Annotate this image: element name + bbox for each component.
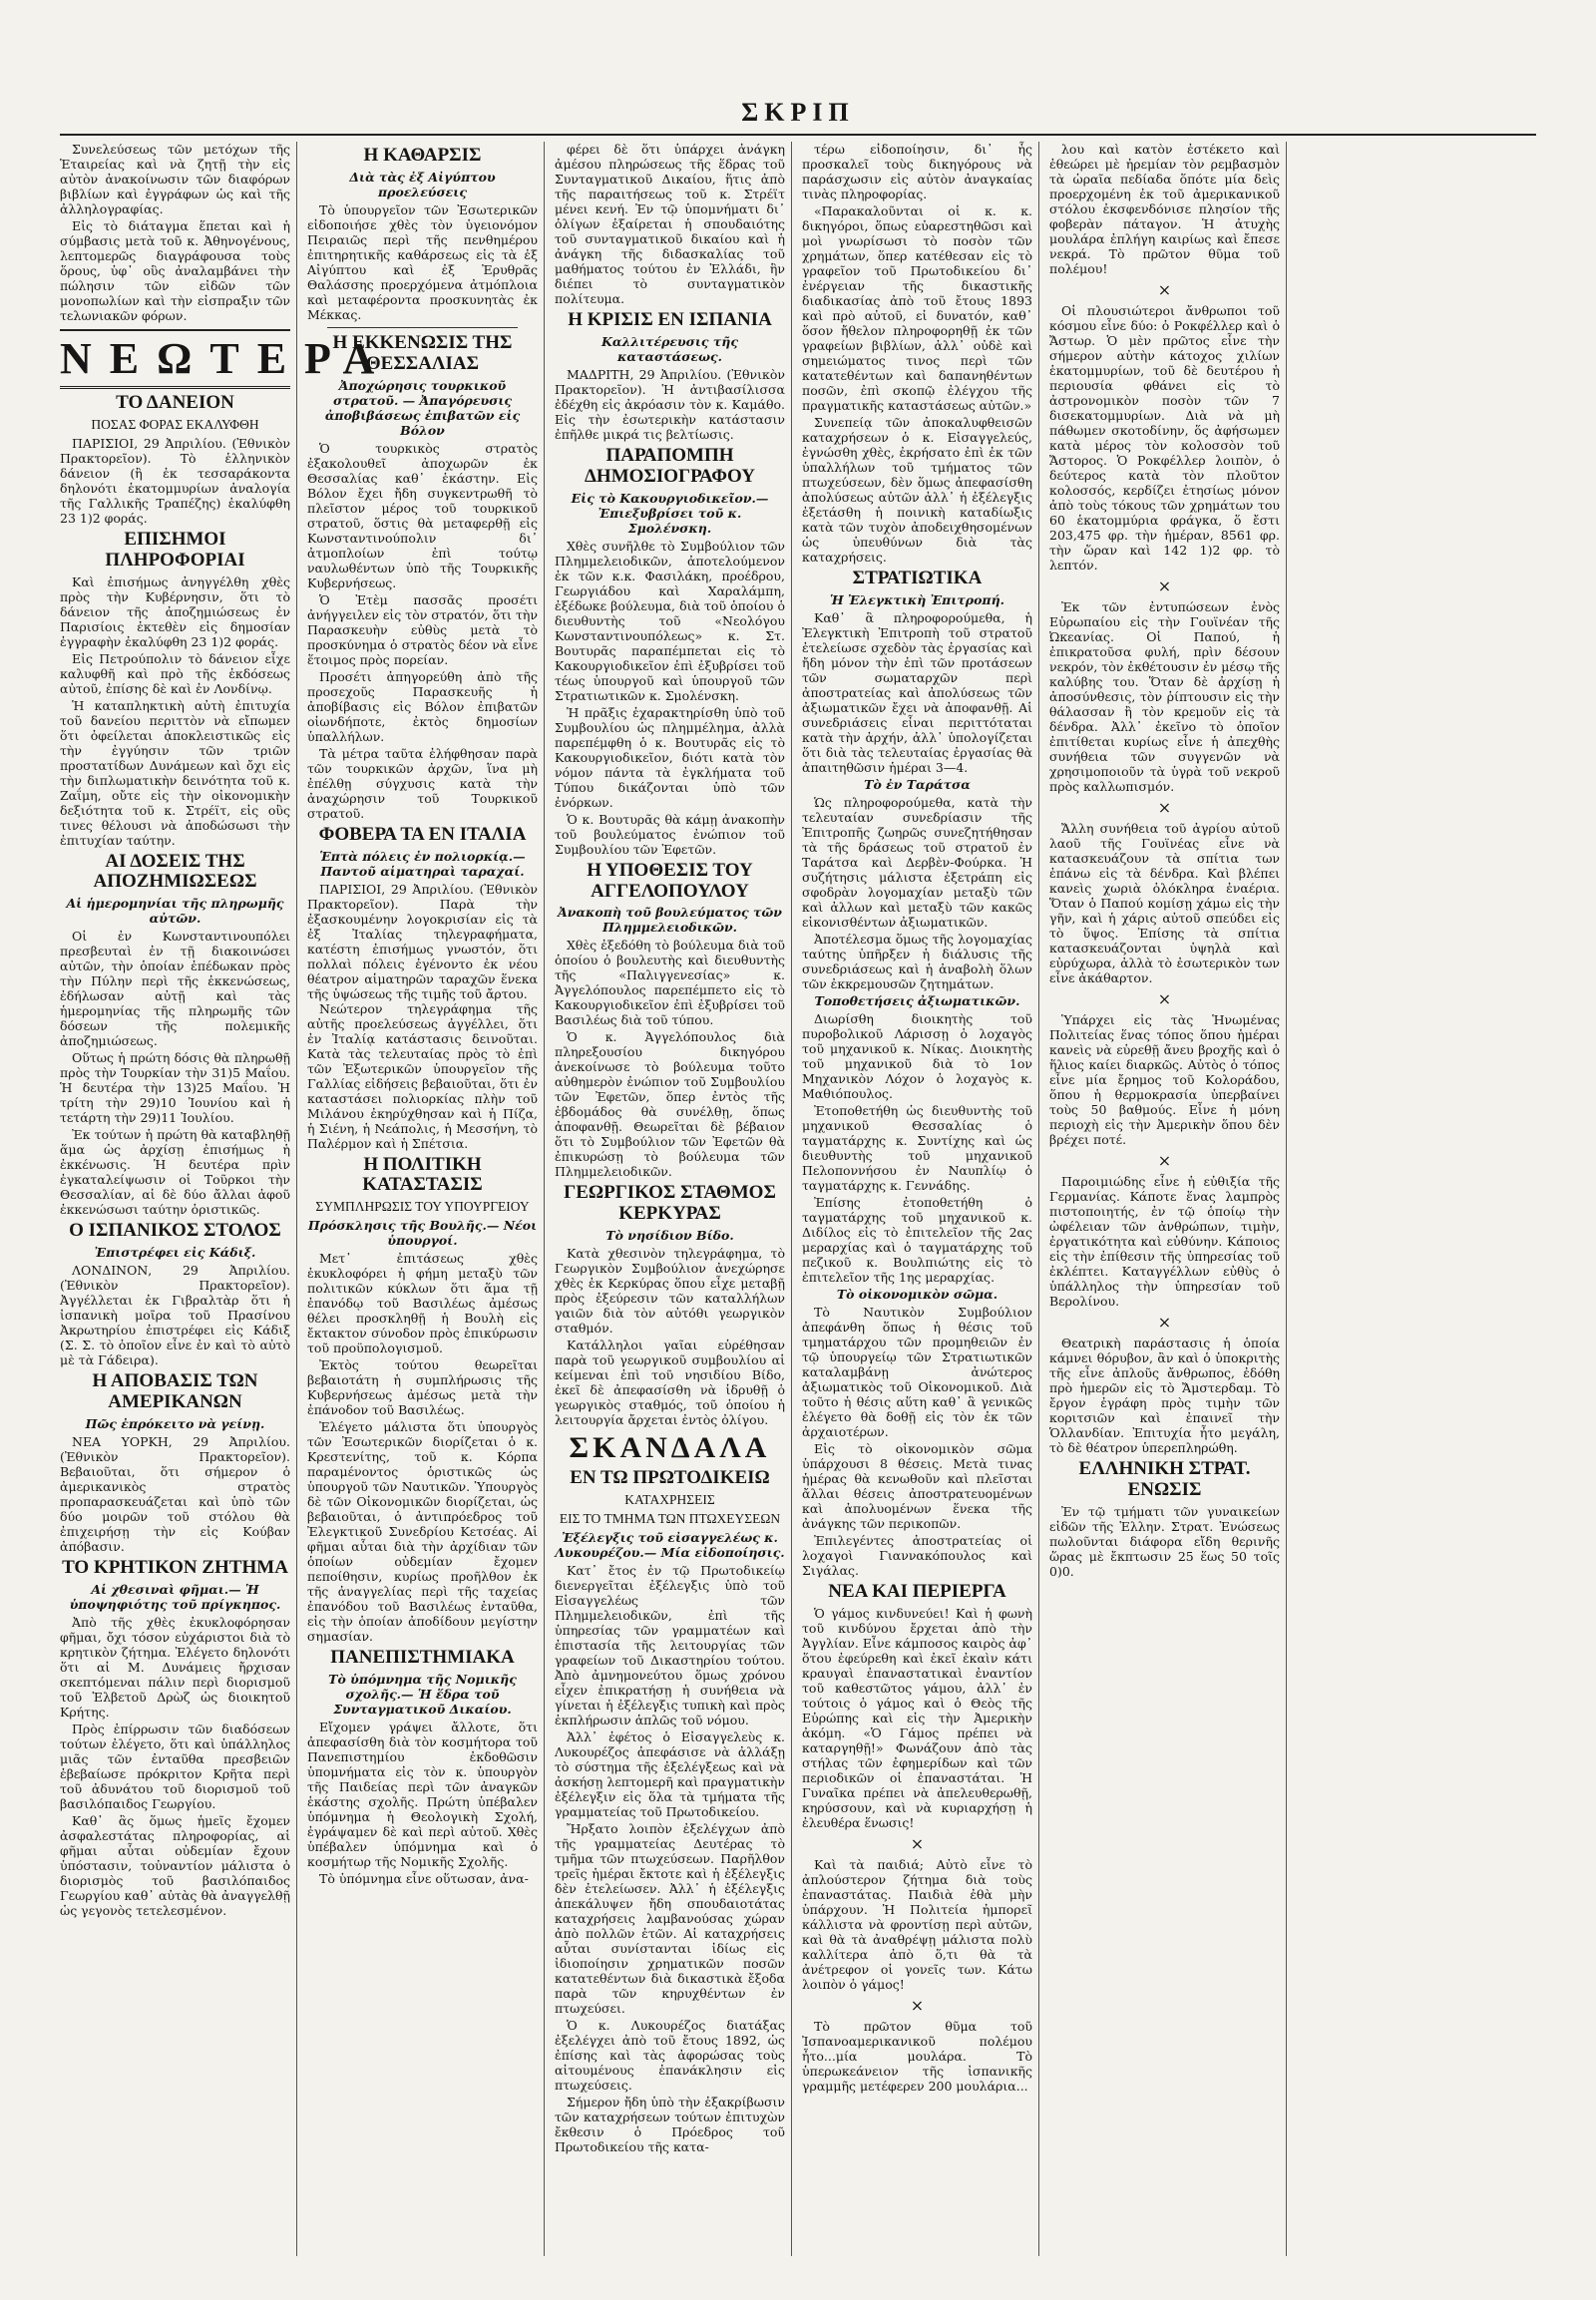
article-paragraph: Ἀλλ᾽ ἐφέτος ὁ Εἰσαγγελεὺς κ. Λυκουρέζος ἀπεφάσισε νὰ ἀλλάξῃ τὸ σύστημα τῆς ἐξελέγξεως καὶ νὰ ἀσκήσῃ λεπτομερῆ καὶ πραγματικὴν ἐξέλεγξιν εἰς ὅλα τὰ τμήματα τῆς γραμματείας τοῦ Πρωτοδικείου. [555, 1728, 785, 1819]
article-paragraph: Καθ᾽ ἃς ὅμως ἡμεῖς ἔχομεν ἀσφαλεστάτας πληροφορίας, αἱ φῆμαι αὗται οὐδεμίαν ἔχουν ὑπόστασιν, τοὐναντίον μάλιστα ὁ διορισμὸς τοῦ βασιλόπαιδος Γεωργίου καθ᾽ αὐτὰς θὰ ἀναγγελθῇ ὡς γεγονὸς τετελεσμένον. [60, 1812, 290, 1918]
article-paragraph: «Παρακαλοῦνται οἱ κ. κ. δικηγόροι, ὅπως εὐαρεστηθῶσι καὶ μοὶ γνωρίσωσι τὸ ποσὸν τῶν χρημάτων, ὅπερ κατέθεσαν εἰς τὸ γραφεῖον τοῦ Πρωτοδικείου δι᾽ ἐνέργειαν τῆς δικαστικῆς διαδικασίας ἀπὸ τοῦ ἔτους 1893 καὶ πρὸ αὐτοῦ, εἰ δυνατόν, καθ᾽ ὅσον ἤθελον πληροφορηθῇ ἐκ τῶν γραφείων βιβλίων, ἀλλ᾽ οὐδὲ καὶ σημειώματος τινος περὶ τῶν κατατεθέντων καὶ δαπανηθέντων ποσῶν, ἐπὶ σκοπῷ ἐλέγχου τῆς πραγματικῆς καταστάσεως αὐτῶν.» [802, 203, 1032, 413]
article-paragraph: Τὸ ὑπουργεῖον τῶν Ἐσωτερικῶν εἰδοποιήσε χθὲς τὸν ὑγειονόμον Πειραιῶς περὶ τῆς πενθημέρου ἐπιτηρητικῆς καθάρσεως εἰς τὰ ἐξ Αἰγύπτου καὶ ἐξ Ἐρυθρᾶς Θαλάσσης προερχόμενα ἀτμόπλοια καὶ μεταφέροντα προσκυνητὰς ἐκ Μέκκας. [307, 201, 538, 322]
article-paragraph: Ἐν τῷ τμήματι τῶν γυναικείων εἰδῶν τῆς Ἑλλην. Στρατ. Ἑνώσεως πωλοῦνται διάφορα εἴδη θερινῆς ὥρας μὲ ἔκπτωσιν 25 ἕως 50 τοῖς 0)0. [1049, 1503, 1280, 1579]
article-subheadline: ΣΥΜΠΛΗΡΩΣΙΣ ΤΟΥ ΥΠΟΥΡΓΕΙΟΥ [315, 1199, 530, 1215]
article-paragraph: Ὁ κ. Λυκουρέζος διατάξας ἐξελέγχει ἀπὸ τοῦ ἔτους 1892, ὡς ἐπίσης καὶ τὰς ἀφορώσας τοὺς αἰτουμένους ἐπανάκλησιν εἰς πτωχεύσεις. [555, 2017, 785, 2093]
item-separator: × [1157, 576, 1172, 595]
item-separator: × [1157, 798, 1172, 817]
article-deck: Αἱ ἡμερομηνίαι τῆς πληρωμῆς αὐτῶν. [66, 896, 284, 927]
article-paragraph: Τὸ πρῶτον θῦμα τοῦ Ἰσπανοαμερικανικοῦ πολέμου ἦτο...μία μουλάρα. Τὸ ὑπερωκεάνειον τῆς ἰσπανικῆς γραμμῆς μετέφερεν 200 μουλάρια... [802, 2018, 1032, 2094]
article-paragraph: Κατ᾽ ἔτος ἐν τῷ Πρωτοδικείῳ διενεργεῖται ἐξέλεγξις ὑπὸ τοῦ Εἰσαγγελέως τῶν Πλημμελειοδικῶν, ἐπὶ τῆς ὑπηρεσίας τῶν γραμματέων καὶ ἐπιστασία τῆς λειτουργίας τῶν γραφείων τοῦ Δικαστηρίου τούτου. Ἀπὸ ἀμνημονεύτου ὅμως χρόνου εἶχεν ἐπικρατήσῃ ἡ συνήθεια νὰ γίνεται ἡ ἐξέλεγξις τυπικὴ καὶ πρὸς ἐκπλήρωσιν ἁπλῶς τοῦ νόμου. [555, 1562, 785, 1727]
article-paragraph: Χθὲς ἐξεδόθη τὸ βούλευμα διὰ τοῦ ὁποίου ὁ βουλευτὴς καὶ διευθυντὴς τῆς «Παλιγγενεσίας» κ. Ἀγγελόπουλος παρεπέμπετο εἰς τὸ Κακουργιοδικεῖον ἐπὶ ἐξυβρίσει τοῦ Βασιλέως διὰ τοῦ τύπου. [555, 938, 785, 1028]
article-paragraph: λου καὶ κατὸν ἐστέκετο καὶ ἐθεώρει μὲ ἠρεμίαν τὸν ρεμβασμὸν τὰ ὡραῖα πεδίαδα ὅπότε μία δεὶς προερχομένη ἐκ τοῦ ἀμερικανικοῦ στόλου ἐκσφενδόνισε πλησίον τῆς φοβερὰν πάταγον. Ἡ ἀτυχὴς μουλάρα ἐπλήγη καιρίως καὶ ἔπεσε νεκρά. Τὸ πρῶτον θῦμα τοῦ πολέμου! [1049, 142, 1280, 276]
newspaper-page [60, 142, 1536, 2256]
article-paragraph: Ἐτοποθετήθη ὡς διευθυντὴς τοῦ μηχανικοῦ Θεσσαλίας ὁ ταγματάρχης κ. Συντίχης καὶ ὡς διευθυντὴς τοῦ μηχανικοῦ Πελοποννήσου ἐν Ναυπλίῳ ὁ ταγματάρχης κ. Γεννάδης. [802, 1102, 1032, 1193]
article-deck: Πρόσκλησις τῆς Βουλῆς.— Νέοι ὑπουργοί. [307, 1218, 538, 1249]
article-paragraph: Κατάλληλοι γαῖαι εὑρέθησαν παρὰ τοῦ γεωργικοῦ συμβουλίου αἱ κείμεναι ἐπὶ τοῦ νησιδίου Βίδο, ἐκεῖ δὲ ἀπεφασίσθη νὰ ἱδρυθῇ ὁ γεωργικὸς σταθμός, τοῦ ὁποίου ἡ λειτουργία ἄρχεται ἐντὸς ὀλίγου. [555, 1338, 785, 1428]
article-paragraph: Ὁ γάμος κινδυνεύει! Καὶ ἡ φωνὴ τοῦ κινδύνου ἔρχεται ἀπὸ τὴν Ἀγγλίαν. Εἶνε κάμποσος καιρὸς ἀφ᾽ ὅτου ἐφεύρεθη καὶ ἐκεῖ ἐκαὶν κάτι κραυγαὶ ἐπαναστατικαὶ ἐναντίον τοῦ καθεστῶτος γάμου, ἀλλ᾽ ἐν τούτοις ὁ γάμος καὶ ὁ Θεὸς τῆς Εὐρώπης καὶ εἰς τὴν Ἀμερικὴν ἀκόμη. «Ὁ Γάμος πρέπει νὰ καταργηθῇ!» Φωνάζουν ἀπὸ τὰς στήλας τῶν ἐφημερίδων καὶ τῶν περιοδικῶν οἱ ἐπαναστάται. Ἡ Γυναῖκα πρέπει νὰ ἀπελευθερωθῇ, κηρύσσουν, καὶ νὰ κυριαρχήσῃ ἡ ἐλευθέρα ἕνωσις! [802, 1605, 1032, 1830]
article-paragraph: φέρει δὲ ὅτι ὑπάρχει ἀνάγκη ἀμέσου πληρώσεως τῆς ἕδρας τοῦ Συνταγματικοῦ Δικαίου, ἥτις ἀπὸ τῆς παραιτήσεως τοῦ κ. Στρέϊτ μένει κενή. Ἐν τῷ ὑπομνήματι δι᾽ ὀλίγων ἐξαίρεται ἡ σπουδαιότης τοῦ συνταγματικοῦ δικαίου καὶ ἡ ἀνάγκη τῆς διδασκαλίας τοῦ μαθήματος τούτου ἐν Ἑλλάδι, ἣν διέπει τὸ συνταγματικὸν πολίτευμα. [555, 142, 785, 306]
article-headline: ΠΑΝΕΠΙΣΤΗΜΙΑΚΑ [330, 1647, 515, 1669]
item-separator: × [1157, 1151, 1172, 1170]
article-paragraph: Προσέτι ἀπηγορεύθη ἀπὸ τῆς προσεχοῦς Παρασκευῆς ἡ ἀποβίβασις εἰς Βόλον ἐπιβατῶν οἱωνδήποτε, ἐκτὸς δημοσίων ὑπαλλήλων. [307, 668, 538, 744]
article-paragraph: Πρὸς ἐπίρρωσιν τῶν διαδόσεων τούτων ἐλέγετο, ὅτι καὶ ὑπάλληλος μιᾶς τῶν ἐνταῦθα πρεσβειῶν ἐβεβαίωσε πρόκριτον Κρῆτα περὶ τοῦ ἀδυνάτου τοῦ διορισμοῦ τοῦ βασιλόπαιδος Γεωργίου. [60, 1721, 290, 1811]
article-paragraph: Εἰς Πετρούπολιν τὸ δάνειον εἶχε καλυφθῆ καὶ πρὸ τῆς ἐκδόσεως αὐτοῦ, ἐπίσης δὲ καὶ ἐν Λονδίνῳ. [60, 650, 290, 696]
article-headline: Η ΚΡΙΣΙΣ ΕΝ ΙΣΠΑΝΙΑ [568, 309, 772, 330]
article-paragraph: Ὁ κ. Ἀγγελόπουλος διὰ πληρεξουσίου δικηγόρου ἀνεκοίνωσε τὸ βούλευμα τοῦτο αὐθημερὸν ἐνώπιον τοῦ Συμβουλίου τῶν Ἐφετῶν, ὅπερ ἐντὸς τῆς ἑβδομάδος θὰ συνέλθῃ, ὅπως ἀποφανθῇ. Θεωρεῖται δὲ βέβαιον ὅτι τὸ Συμβούλιον τῶν Ἐφετῶν θὰ ἐπικυρώσῃ τὸ βούλευμα τῶν Πλημμελειοδικῶν. [555, 1029, 785, 1180]
article-paragraph: Ὁ τουρκικὸς στρατὸς ἐξακολουθεῖ ἀποχωρῶν ἐκ Θεσσαλίας καθ᾽ ἑκάστην. Εἰς Βόλον ἔχει ἤδη συγκεντρωθῆ τὸ πλεῖστον μέρος τοῦ τουρκικοῦ στρατοῦ, ὅστις θὰ μεταφερθῇ εἰς Κωνσταντινούπολιν δι᾽ ἀτμοπλοίων ἐπὶ τούτῳ ναυλωθέντων ὑπὸ τῆς Τουρκικῆς Κυβερνήσεως. [307, 440, 538, 590]
article-subheadline: ΠΟΣΑΣ ΦΟΡΑΣ ΕΚΑΛΥΦΘΗ [91, 416, 259, 432]
article-paragraph: Τὸ ὑπόμνημα εἶνε οὕτωσαν, ἀνα- [319, 1871, 529, 1887]
article-dateline: ΝΕΑ ΥΟΡΚΗ, 29 Ἀπριλίου. (Ἐθνικὸν Πρακτορεῖον). Βεβαιοῦται, ὅτι σήμερον ὁ ἀμερικανικὸς στρατὸς προπαρασκευάζεται καὶ ὑπὸ τῶν δύο μοιρῶν τοῦ στόλου θὰ ἐπιχειρήσῃ τὴν εἰς Κούβαν ἀπόβασιν. [60, 1433, 290, 1554]
section-banner-scandals: ΣΚΑΝΔΑΛΑ [569, 1431, 771, 1465]
article-deck: Τὸ νησίδιον Βίδο. [605, 1228, 734, 1244]
article-headline: ΤΟ ΔΑΝΕΙΟΝ [116, 392, 234, 413]
item-separator: × [1157, 280, 1172, 299]
article-paragraph: Νεώτερον τηλεγράφημα τῆς αὐτῆς προελεύσεως ἀγγέλλει, ὅτι ἐν Ἰταλίᾳ κατάστασις δεινοῦται. Κατὰ τὰς τελευταίας πρὸς τὸ ἐπὶ τῶν Ἐξωτερικῶν ὑπουργεῖον τῆς Γαλλίας εἰδήσεις βεβαιοῦται, ὅτι ἐν καταστάσει πολιορκίας πλὴν τοῦ Μιλάνου ἐκηρύχθησαν καὶ ἡ Πίζα, ἡ Σιένη, ἡ Νεάπολις, ἡ Μεσσήνη, τὸ Παλέρμον καὶ ἡ Σπέτσια. [307, 1000, 538, 1151]
article-paragraph: Οἱ ἐν Κωνσταντινουπόλει πρεσβευταὶ ἐν τῇ διακοινώσει αὐτῶν, τὴν ὁποίαν ἐπέδωκαν πρὸς τὴν Πύλην περὶ τῆς ἐκκενώσεως, ἐδήλωσαν αὐτῇ καὶ τὰς ἡμερομηνίας τῆς πληρωμῆς τῶν δόσεων τῆς πολεμικῆς ἀποζημιώσεως. [60, 929, 290, 1049]
article-paragraph: Ἤρξατο λοιπὸν ἐξελέγχων ἀπὸ τῆς γραμματείας Δευτέρας τὸ τμῆμα τῶν πτωχεύσεων. Παρῆλθον τρεῖς ἡμέραι ἔκτοτε καὶ ἡ ἐξέλεγξις δὲν ἐτελείωσεν. Ἀλλ᾽ ἡ ἐξέλεγξις ἀπεκάλυψεν ἤδη σπουδαιοτάτας καταχρήσεις λαμβανούσας χώραν ἀπὸ πολλῶν ἐτῶν. Αἱ καταχρήσεις αὗται συνίστανται ἰδίως εἰς ἰδιοποίησιν χρηματικῶν ποσῶν κατατεθέντων διὰ δικαστικὰ ἔξοδα παρὰ τῶν κηρυχθέντων ἐν πτωχεύσει. [555, 1820, 785, 2016]
article-paragraph: Οὕτως ἡ πρώτη δόσις θὰ πληρωθῇ πρὸς τὴν Τουρκίαν τὴν 31)5 Μαΐου. Ἡ δευτέρα τὴν 13)25 Μαΐου. Ἡ τρίτη τὴν 29)10 Ἰουνίου καὶ ἡ τετάρτη τὴν 29)11 Ἰουλίου. [60, 1050, 290, 1126]
article-paragraph: Τὰ μέτρα ταῦτα ἐλήφθησαν παρὰ τῶν τουρκικῶν ἀρχῶν, ἵνα μὴ ἐπέλθῃ σύγχυσις κατὰ τὴν ἀναχώρησιν τοῦ Τουρκικοῦ στρατοῦ. [307, 745, 538, 821]
article-paragraph: Σήμερον ἤδη ὑπὸ τὴν ἐξακρίβωσιν τῶν καταχρήσεων τούτων ἐπιτυχὼν ἔκθεσιν ὁ Πρόεδρος τοῦ Πρωτοδικείου τῆς κατα- [555, 2094, 785, 2154]
article-paragraph: Ὁ Ἐτὲμ πασσᾶς προσέτι ἀνήγγειλεν εἰς τὸν στρατόν, ὅτι τὴν Παρασκευὴν εὐθὺς μετὰ τὸ προσκύνημα ὁ στρατὸς δέον νὰ εἶνε ἕτοιμος πρὸς πορείαν. [307, 591, 538, 667]
article-paragraph: Ἐκ τῶν ἐντυπώσεων ἑνὸς Εὐρωπαίου εἰς τὴν Γουϊνέαν τῆς Ὠκεανίας. Οἱ Παπού, ἡ ἐπικρατοῦσα φυλή, πρὶν δέσουν νεκρόν, τὸν ἐκθέτουσιν ἐν μέσῳ τῆς καλύβης του. Ὅταν δὲ ἀρχίσῃ ἡ ἀποσύνθεσις, τὸν ῥίπτουσιν εἰς τὴν θάλασσαν ἢ τὸν κρεμοῦν εἰς τὰ δένδρα. Ἀλλ᾽ ἐκεῖνο τὸ ὁποῖον ἐπιτίθεται κυρίως εἶνε ἡ ἀπεχθὴς συνήθεια τῶν συγγενῶν νὰ χρησιμοποιοῦν τὰ ὑγρὰ τοῦ νεκροῦ πρὸς καλλωπισμόν. [1049, 599, 1280, 794]
column-1 [60, 142, 393, 2256]
article-deck: Τὸ ὑπόμνημα τῆς Νομικῆς σχολῆς.— Ἡ ἕδρα τοῦ Συνταγματικοῦ Δικαίου. [328, 1672, 517, 1718]
article-paragraph: Οἱ πλουσιώτεροι ἄνθρωποι τοῦ κόσμου εἶνε δύο: ὁ Ροκφέλλερ καὶ ὁ Ἄστωρ. Ὁ μὲν πρῶτος εἶνε τὴν σήμερον αὐτὴν κάτοχος χιλίων ἑκατομμυρίων, τοῦ δὲ δευτέρου ἡ περιουσία φθάνει εἰς τὸ ἀστρονομικὸν ποσὸν τῶν 7 δισεκατομμυρίων. Διὰ νὰ μὴ πάθωμεν σκοτοδίνην, ὅς ἀφήσωμεν κατὰ μέρος τὸν κολοσσὸν τοῦ Ἄστορος. Ὁ Ροκφέλλερ λοιπὸν, ὁ δεύτερος κατὰ τὸν πλοῦτον κολοσσός, κερδίζει ἐτησίως μόνον ἀπὸ τοὺς τόκους τῶν χρημάτων του 60 ἑκατομμύρια φράγκα, ὅ ἔστι 203,475 φρ. τὴν ἡμέραν, 8561 φρ. τὴν ὥραν καὶ 142 1)2 φρ. τὸ λεπτόν. [1049, 303, 1280, 573]
article-paragraph: Ἐπιλεγέντες ἀποστρατείας οἱ λοχαγοὶ Γιαννακόπουλος καὶ Σιγάλας. [802, 1532, 1032, 1578]
column-4 [802, 142, 1039, 2256]
article-deck: Τὸ οἰκονομικὸν σῶμα. [836, 1286, 998, 1302]
article-deck: Αἱ χθεσιναὶ φῆμαι.— Ἡ ὑποψηφιότης τοῦ πρίγκηπος. [69, 1581, 281, 1612]
article-paragraph: Ἀπὸ τῆς χθὲς ἐκυκλοφόρησαν φῆμαι, ὄχι τόσον εὐχάριστοι διὰ τὸ κρητικὸν ζήτημα. Ἐλέγετο δηλονότι ὅτι αἱ Μ. Δυνάμεις ἤρχισαν σκεπτόμεναι πάλιν περὶ διορισμοῦ τοῦ Ἑλβετοῦ Δρὼζ ὡς διοικητοῦ Κρήτης. [60, 1614, 290, 1720]
item-separator: × [910, 1995, 925, 2015]
article-paragraph: Ἐλέγετο μάλιστα ὅτι ὑπουργὸς τῶν Ἐσωτερικῶν διορίζεται ὁ κ. Κρεστενίτης, τοῦ κ. Κόρπα παραμένοντος ὁριστικῶς ὡς ὑπουργοῦ τῶν Ναυτικῶν. Ὑπουργὸς δὲ τῶν Οἰκονομικῶν διορίζεται, ὡς βεβαιοῦται, ὁ ἀντιπρόεδρος τοῦ Ἐλεγκτικοῦ Συνεδρίου Κετσέας. Αἱ φῆμαι αὗται διὰ τὴν ἀρχίδιαν τῶν ὁποίων οὐδεμίαν ἔχομεν πεποίθησιν, κυρίως προῆλθον ἐκ τῆς ἀναγγελίας περὶ τῆς ταχείας ἐπανόδου τοῦ Βασιλέως ἐνταῦθα, εἰς τὴν ὁποίαν ἀποδίδουν μεγίστην σημασίαν. [307, 1419, 538, 1645]
article-paragraph: Παροιμιώδης εἶνε ἡ εὐθιξία τῆς Γερμανίας. Κάποτε ἕνας λαμπρὸς πιστοποιητής, ἐν τῷ ὁποίῳ τὴν ὠφέλειαν τῶν ἀνθρώπων, τιμὴν, ἐργατικότητα καὶ εὐθύνην. Κάποιος εἰς τὴν ἐπίθεσιν τῆς ὑπηρεσίας τοῦ ἐκλέπτει. Καταγγέλλων εὐθὺς ὁ ὑπάλληλος τὴν ὑπηρεσίαν τοῦ Βερολίνου. [1049, 1174, 1280, 1309]
article-headline: ΝΕΑ ΚΑΙ ΠΕΡΙΕΡΓΑ [828, 1580, 1006, 1602]
column-2 [307, 142, 545, 2256]
article-headline: ΣΤΡΑΤΙΩΤΙΚΑ [852, 568, 983, 588]
article-paragraph: Χθὲς συνῆλθε τὸ Συμβούλιον τῶν Πλημμελειοδικῶν, ἀποτελούμενον ἐκ τῶν κ.κ. Φασιλάκη, προέδρου, Γεωργιάδου καὶ Χαραλάμπη, ἐξέδωκε βούλευμα, διὰ τοῦ ὁποίου ὁ διευθυντὴς τοῦ «Νεολόγου Κωνσταντινουπόλεως» κ. Στ. Βουτυρᾶς παραπέμπεται εἰς τὸ Κακουργιοδικεῖον ἐπὶ ἐξυβρίσει τοῦ τέως ὑπουργοῦ καὶ ὑπουργοῦ τῶν Στρατιωτικῶν κ. Σμολένσκη. [555, 538, 785, 703]
article-headline: Η ΑΠΟΒΑΣΙΣ ΤΩΝ ΑΜΕΡΙΚΑΝΩΝ [92, 1370, 258, 1413]
article-headline: ΤΟ ΚΡΗΤΙΚΟΝ ΖΗΤΗΜΑ [62, 1556, 288, 1578]
article-paragraph: Ὁ κ. Βουτυρᾶς θὰ κάμῃ ἀνακοπὴν τοῦ βουλεύματος ἐνώπιον τοῦ Συμβουλίου τῶν Ἐφετῶν. [555, 811, 785, 857]
article-deck: Ἡ Ἐλεγκτικὴ Ἐπιτροπή. [829, 591, 1005, 607]
article-headline: ΦΟΒΕΡΑ ΤΑ ΕΝ ΙΤΑΛΙΑ [318, 823, 527, 845]
article-headline: Η ΠΟΛΙΤΙΚΗ ΚΑΤΑΣΤΑΣΙΣ [362, 1153, 483, 1196]
article-deck: Ἀποχώρησις τουρκικοῦ στρατοῦ. — Ἀπαγόρευσις ἀποβιβάσεως ἐπιβατῶν εἰς Βόλον [324, 377, 521, 438]
article-headline: ΠΑΡΑΠΟΜΠΗ ΔΗΜΟΣΙΟΓΡΑΦΟΥ [585, 444, 755, 487]
article-deck: Τοποθετήσεις ἀξιωματικῶν. [814, 992, 1020, 1008]
article-paragraph: Διωρίσθη διοικητὴς τοῦ πυροβολικοῦ Λάρισσῃ ὁ λοχαγὸς τοῦ μηχανικοῦ κ. Νίκας. Διοικητὴς τοῦ μηχανικοῦ διὰ τὸ 1ον Μηχανικὸν Λόχον ὁ λοχαγὸς κ. Μαθιόπουλος. [802, 1010, 1032, 1101]
column-5 [1049, 142, 1287, 2256]
column-6 [1297, 142, 1534, 2256]
article-headline: ΕΠΙΣΗΜΟΙ ΠΛΗΡΟΦΟΡΙΑΙ [105, 528, 245, 571]
article-deck: Πῶς ἐπρόκειτο νὰ γείνῃ. [85, 1415, 265, 1431]
article-deck: Ἐξέλεγξις τοῦ εἰσαγγελέως κ. Λυκουρέζου.— Μία εἰδοποίησις. [555, 1529, 785, 1560]
article-paragraph: Συνεπείᾳ τῶν ἀποκαλυφθεισῶν καταχρήσεων ὁ κ. Εἰσαγγελεύς, ἐγνώσθη χθὲς, ἐκρήσατο ἐπὶ ἐκ τῶν ὑπαλλήλων τοῦ τμήματος τῶν πτωχεύσεων, δὲν ὅμως ἀπεφασίσθη ἀπολύσεως αὐτῶν ἀλλ᾽ ἡ ἐξέλεγξις ἐξετάσθη ἡ ποινικὴ καταδίωξις κατὰ τῶν τυχὸν ἀποδειχθησομένων ὡς ὑπευθύνων διὰ τὰς καταχρήσεις. [802, 415, 1032, 565]
article-paragraph: Τὸ Ναυτικὸν Συμβούλιον ἀπεφάνθη ὅπως ἡ θέσις τοῦ τμηματάρχου τῶν προμηθειῶν ἐν τῷ ὑπουργείῳ τῶν Στρατιωτικῶν καταλαμβάνῃ ἀνώτερος ἀξιωματικὸς τοῦ Οἰκονομικοῦ. Διὰ τοῦτο ἡ θέσις αὕτη καθ᾽ ἃ γενικῶς ἐλέγετο θὰ δοθῇ εἰς τὸν ἐκ τῶν ἀρχαιοτέρων. [802, 1304, 1032, 1439]
article-headline: ΕΛΛΗΝΙΚΗ ΣΤΡΑΤ. ΕΝΩΣΙΣ [1078, 1458, 1251, 1500]
article-paragraph: Ἡ καταπληκτικὴ αὐτὴ ἐπιτυχία τοῦ δανείου περιττὸν νὰ εἴπωμεν ὅτι ὀφείλεται ἀποκλειστικῶς εἰς τὴν ἐγγύησιν τῶν τριῶν προστατίδων Δυνάμεων καὶ ὄχι εἰς τὴν διπλωματικὴν δεινότητα τοῦ κ. Ζαΐμη, οὔτε εἰς τὴν οἰκονομικὴν δεξιότητα τοῦ κ. Στρέϊτ, εἰς οὓς τινες θέλουσι νὰ ἀποδώσωσι τὴν ἐπιτυχίαν ταύτην. [60, 697, 290, 848]
article-deck: Ἀνακοπὴ τοῦ βουλεύματος τῶν Πλημμελειοδικῶν. [558, 905, 782, 936]
article-headline: Η ΥΠΟΘΕΣΙΣ ΤΟΥ ΑΓΓΕΛΟΠΟΥΛΟΥ [587, 859, 753, 902]
article-subheadline: ΕΙΣ ΤΟ ΤΜΗΜΑ ΤΩΝ ΠΤΩΧΕΥΣΕΩΝ [559, 1510, 781, 1526]
article-deck: Διὰ τὰς ἐξ Αἰγύπτου προελεύσεις [349, 169, 496, 199]
article-deck: Εἰς τὸ Κακουργιοδικεῖον.— Ἐπιεξυβρίσει τοῦ κ. Σμολένσκη. [571, 490, 769, 536]
article-deck: Καλλιτέρευσις τῆς καταστάσεως. [601, 333, 738, 364]
article-headline: Ο ΙΣΠΑΝΙΚΟΣ ΣΤΟΛΟΣ [69, 1220, 281, 1242]
article-paragraph: Ἐκτὸς τούτου θεωρεῖται βεβαιοτάτη ἡ συμπλήρωσις τῆς Κυβερνήσεως ἀμέσως μετὰ τὴν ἐπάνοδον τοῦ Βασιλέως. [307, 1357, 538, 1418]
item-separator: × [1157, 989, 1172, 1008]
article-paragraph: Ἄλλη συνήθεια τοῦ ἀγρίου αὐτοῦ λαοῦ τῆς Γουϊνέας εἶνε νὰ κατασκευάζουν τὰ σπίτια των ἐπάνω εἰς τὰ δένδρα. Καὶ βλέπει κανεὶς χωριὰ ὁλόκληρα ἐναέρια. Ὅταν ὁ Παπού κομίσῃ χάμω εἰς τὴν γῆν, καὶ ἡ χάρις αὐτοῦ σπεύδει εἰς τὸ ὕψος. Ἐπίσης τὰ σπίτια κατασκευάζονται ὑψηλὰ καὶ εὐρύχωρα, ἀλλὰ τὸ ἐσωτερικὸν των εἶνε ἀκάθαρτον. [1049, 821, 1280, 985]
article-deck: Τὸ ἐν Ταράτσα [864, 776, 971, 792]
article-paragraph: Κατὰ χθεσινὸν τηλεγράφημα, τὸ Γεωργικὸν Συμβούλιον ἀνεχώρησε χθὲς ἐκ Κερκύρας ὅπου εἶχε μεταβῇ πρὸς ἐξεύρεσιν τῶν καταλλήλων γαιῶν διὰ τὸν αὐτόθι γεωργικὸν σταθμόν. [555, 1246, 785, 1337]
article-dateline: ΠΑΡΙΣΙΟΙ, 29 Ἀπριλίου. (Ἐθνικὸν Πρακτορεῖον). Παρὰ τὴν ἐξασκουμένην λογοκρισίαν εἰς τὰ ἐξ Ἰταλίας τηλεγραφήματα, κατέστη ἐπισήμως γνωστόν, ὅτι πολλαὶ πόλεις ἐγένοντο ἐκ νέου θέατρον αἱματηρῶν ταραχῶν ἕνεκα τῆς ὑψώσεως τῆς τιμῆς τοῦ ἄρτου. [307, 881, 538, 1001]
article-paragraph: Εἰς τὸ διάταγμα ἕπεται καὶ ἡ σύμβασις μετὰ τοῦ κ. Ἀθηνογένους, λεπτομερῶς διαγράφουσα τοὺς ὅρους, ὑφ᾽ οὓς ἀναλαμβάνει τὴν πώλησιν τῶν εἰδῶν τῶν μονοπωλίων καὶ τὴν εἰσπραξιν τῶν τελωνιακῶν φόρων. [60, 218, 290, 323]
article-paragraph: Εἴχομεν γράψει ἄλλοτε, ὅτι ἀπεφασίσθη διὰ τὸν κοσμήτορα τοῦ Πανεπιστημίου ἐκδοθῶσιν ὑπομνήματα εἰς τὸν κ. ὑπουργὸν τῆς Παιδείας περὶ τῶν ἀναγκῶν ἑκάστης σχολῆς. Πρώτη ὑπέβαλεν ὑπόμνημα ἡ Θεολογικὴ Σχολή, ἐγράψαμεν δὲ καὶ περὶ αὐτοῦ. Χθὲς ὑπέβαλεν ὑπόμνημα καὶ ὁ κοσμήτωρ τῆς Νομικῆς Σχολῆς. [307, 1720, 538, 1870]
article-dateline: ΜΑΔΡΙΤΗ, 29 Ἀπριλίου. (Ἐθνικὸν Πρακτορεῖον). Ἡ ἀντιβασίλισσα ἐδέχθη εἰς ἀκρόασιν τὸν κ. Καμάθο. Εἰς τὴν ἐσωτερικὴν κατάστασιν ἐπῆλθε μικρά τις βελτίωσις. [555, 366, 785, 442]
article-subheadline: ΚΑΤΑΧΡΗΣΕΙΣ [624, 1492, 715, 1508]
item-separator: × [910, 1833, 925, 1853]
article-paragraph: Ὑπάρχει εἰς τὰς Ἡνωμένας Πολιτείας ἕνας τόπος ὅπου ἡμέραι κανεὶς νὰ εὑρεθῇ ἄνευ βροχῆς καὶ ὁ ἥλιος καίει διαρκῶς. Αὐτὸς ὁ τόπος εἶνε μία ἔρημος τοῦ Κολοράδου, ὅπου ἡ θερμοκρασία ὑπερβαίνει τοὺς 50 βαθμούς. Εἶνε ἡ μόνη περιοχὴ εἰς τὴν Ἀμερικὴν ὅπου δὲν βρέχει ποτέ. [1049, 1012, 1280, 1147]
section-banner-latest: ΝΕΩΤΕΡΑ [60, 329, 290, 389]
article-headline: ΑΙ ΔΟΣΕΙΣ ΤΗΣ ΑΠΟΖΗΜΙΩΣΕΩΣ [93, 850, 257, 893]
article-paragraph: Εἰς τὸ οἰκονομικὸν σῶμα ὑπάρχουσι 8 θέσεις. Μετὰ τινας ἡμέρας θὰ κενωθοῦν καὶ πλεῖσται ἄλλαι θέσεις ἀποστρατευομένων καὶ ἀπολυομένων ἕνεκα τῆς ἀνάγκης τῶν περικοπῶν. [802, 1440, 1032, 1531]
article-headline: ΕΝ ΤΩ ΠΡΩΤΟΔΙΚΕΙΩ [570, 1467, 770, 1489]
article-paragraph: Ἐκ τούτων ἡ πρώτη θὰ καταβληθῇ ἅμα ὡς ἀρχίσῃ ἐπισήμως ἡ ἐκκένωσις. Ἡ δευτέρα πρὶν ἐγκαταλείψωσιν οἱ Τοῦρκοι τὴν Θεσσαλίαν, αἱ δὲ δύο ἄλλαι ἀφοῦ ἐκκενώσωσι ταύτην ὁριστικῶς. [60, 1127, 290, 1218]
article-deck: Ἑπτὰ πόλεις ἐν πολιορκίᾳ.— Παντοῦ αἱματηραὶ ταραχαί. [319, 848, 526, 879]
article-dateline: ΠΑΡΙΣΙΟΙ, 29 Ἀπριλίου. (Ἐθνικὸν Πρακτορεῖον). Τὸ ἑλληνικὸν δάνειον (ἢ ἐκ τεσσαράκοντα δηλονότι ἑκατομμυρίων ἀναλογία τῆς Γαλλικῆς Τραπέζης) ἐκαλύφθη 23 1)2 φοράς. [60, 435, 290, 526]
divider [327, 327, 518, 328]
article-paragraph: Μετ᾽ ἐπιτάσεως χθὲς ἐκυκλοφόρει ἡ φήμη μεταξὺ τῶν πολιτικῶν κύκλων ὅτι ἅμα τῇ ἐπανόδῳ τοῦ Βασιλέως ἀμέσως θέλει προσκληθῇ ἡ Βουλὴ εἰς ἔκτακτον σύνοδον πρὸς ἐπικύρωσιν τοῦ προϋπολογισμοῦ. [307, 1251, 538, 1356]
article-headline: ΓΕΩΡΓΙΚΟΣ ΣΤΑΘΜΟΣ ΚΕΡΚΥΡΑΣ [564, 1182, 776, 1225]
article-paragraph: Ἀποτέλεσμα ὅμως τῆς λογομαχίας ταύτης ὑπῆρξεν ἡ διάλυσις τῆς συνεδριάσεως καὶ ἡ ἀναβολὴ ὅλων τῶν ἐκκρεμουσῶν ζητημάτων. [802, 931, 1032, 991]
article-paragraph: Καὶ ἐπισήμως ἀνηγγέλθη χθὲς πρὸς τὴν Κυβέρνησιν, ὅτι τὸ δάνειον τῆς ἀποζημιώσεως ἐν Παρισίοις ἐκτεθὲν εἰς δημοσίαν ἐγγραφὴν ἐκαλύφθη 23 1)2 φοράς. [60, 574, 290, 649]
article-paragraph: Καθ᾽ ἃ πληροφορούμεθα, ἡ Ἐλεγκτικὴ Ἐπιτροπὴ τοῦ στρατοῦ ἐτελείωσε σχεδὸν τὰς ἐργασίας καὶ ἤδη μόνον τὴν ἐπὶ τῶν προτάσεων τῶν σωματαρχῶν περὶ ἀποστρατείας καὶ ἀπολύσεως τῶν ἀξιωματικῶν ἔχει νὰ ἀποφανθῇ. Αἱ συνεδριάσεις εἶναι περιττόταται κατὰ τὴν ἀρχήν, ἀλλ᾽ ὑπολογίζεται ὅτι διὰ τὰς τελευταίας ἐργασίας θὰ ἀπαιτηθῶσιν ἡμέραι 3—4. [802, 609, 1032, 775]
article-paragraph: Ὡς πληροφορούμεθα, κατὰ τὴν τελευταίαν συνεδρίασιν τῆς Ἐπιτροπῆς ζωηρῶς συνεζητήθησαν τὰ τῆς δράσεως τοῦ στρατοῦ ἐν Ταράτσα καὶ Δερβὲν-Φούρκα. Ἡ συζήτησις μάλιστα ἐξετράπη εἰς σφοδρὰν λογομαχίαν μεταξὺ τῶν καὶ ἀλλων καὶ μεταξὺ τῶν κακῶς εἰκονισθέντων ἀξιωματικῶν. [802, 794, 1032, 930]
article-paragraph: τέρω εἰδοποίησιν, δι᾽ ἧς προσκαλεῖ τοὺς δικηγόρους νὰ παράσχωσιν εἰς αὐτὸν ἀναγκαίας τινὰς πληροφορίας. [802, 142, 1032, 201]
article-headline: Η ΕΚΚΕΝΩΣΙΣ ΤΗΣ ΘΕΣΣΑΛΙΑΣ [332, 331, 513, 374]
article-dateline: ΛΟΝΔΙΝΟΝ, 29 Ἀπριλίου. (Ἐθνικὸν Πρακτορεῖον). Ἀγγέλλεται ἐκ Γιβραλτὰρ ὅτι ἡ ἰσπανικὴ μοῖρα τοῦ Πρασίνου Ἀκρωτηρίου ἐπιστρέφει εἰς Κάδιξ (Σ. Σ. τὸ ὁποῖον εἶνε ἐν καὶ τὸ αὐτὸ μὲ τὰ Γάδειρα). [60, 1263, 290, 1368]
article-headline: Η ΚΑΘΑΡΣΙΣ [363, 145, 482, 166]
article-paragraph: Ἐπίσης ἐτοποθετήθη ὁ ταγματάρχης τοῦ μηχανικοῦ κ. Διδίλος εἰς τὸ ἐπιτελεῖον τῆς 2ας μεραρχίας καὶ ὁ ταγματάρχης τοῦ πεζικοῦ κ. Βουλπιώτης εἰς τὸ ἐπιτελεῖον τῆς 1ης μεραρχίας. [802, 1194, 1032, 1285]
article-deck: Ἐπιστρέφει εἰς Κάδιξ. [94, 1245, 256, 1261]
article-paragraph: Συνελεύσεως τῶν μετόχων τῆς Ἑταιρείας καὶ νὰ ζητῇ τὴν εἰς αὐτὸν ἀνακοίνωσιν τῶν διαφόρων βιβλίων καὶ ἐγγράφων ὡς καὶ τῆς ἀλληλογραφίας. [60, 142, 290, 216]
article-paragraph: Ἡ πρᾶξις ἐχαρακτηρίσθη ὑπὸ τοῦ Συμβουλίου ὡς πλημμέλημα, ἀλλὰ παρεπέμφθη ὁ κ. Βουτυρᾶς εἰς τὸ Κακουργιοδικεῖον, διότι κατὰ τὸν νόμον πάντα τὰ ἐγκλήματα τοῦ Τύπου δικάζονται ὑπὸ τῶν ἐνόρκων. [555, 704, 785, 810]
article-paragraph: Θεατρικὴ παράστασις ἡ ὁποία κάμνει θόρυβον, ἂν καὶ ὁ ὑποκριτὴς τῆς εἶνε ἀπλοῦς ἄνθρωπος, ἐδόθη πρὸ ἡμερῶν εἰς τὸ Ἄμστερδαμ. Τὸ ἔργον ἐγράφη πρὸς τιμὴν τῶν κοριτσιῶν καὶ ἐπαινεῖ τὴν Ὁλλανδίαν. Ἐπιτυχία ἦτο μεγάλη, τὸ δὲ θέατρον ὑπερεπληρώθη. [1049, 1336, 1280, 1455]
article-paragraph: Καὶ τὰ παιδιά; Αὐτὸ εἶνε τὸ ἀπλούστερον ζήτημα διὰ τοὺς ἐπαναστάτας. Παιδιὰ ἐθὰ μὴν ὑπάρχουν. Ἡ Πολιτεία ἠμπορεῖ κάλλιστα νὰ φροντίσῃ περὶ αὐτῶν, καὶ θὰ τὰ ἀναθρέψῃ μάλιστα πολὺ καλλίτερα ἀπὸ ὅ,τι θὰ τὰ ἀνέτρεφον οἱ γονεῖς των. Κάτω λοιπὸν ὁ γάμος! [802, 1856, 1032, 1992]
masthead [60, 92, 1536, 136]
column-3 [555, 142, 792, 2256]
item-separator: × [1157, 1313, 1172, 1332]
masthead-title: ΣΚΡΙΠ [741, 98, 855, 127]
